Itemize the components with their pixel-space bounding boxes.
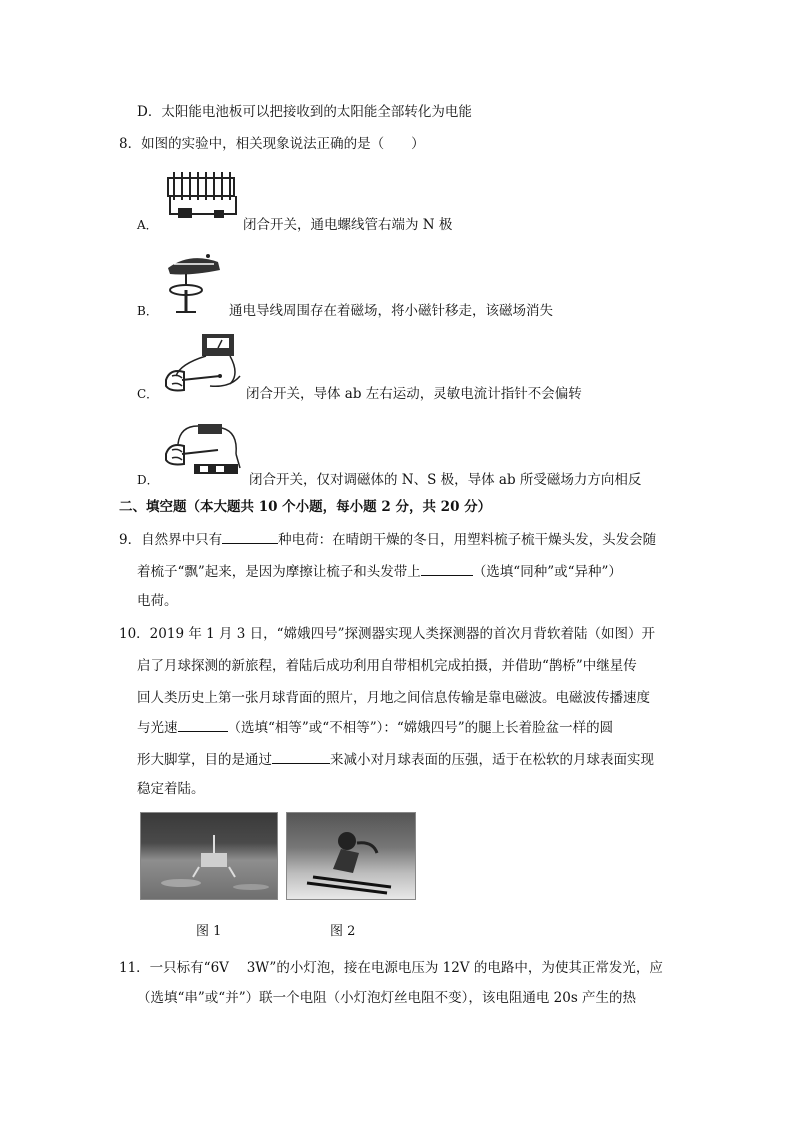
q11-line-1: 11．一只标有“6V 3W”的小灯泡，接在电源电压为 12V 的电路中，为使其正常发光，应 [119,960,663,976]
solenoid-figure [160,166,242,228]
q9-line-3: 电荷。 [137,593,178,609]
q10-line-2: 启了月球探测的新旅程，着陆后成功利用自带相机完成拍摄，并借助“鹊桥”中继星传 [137,658,637,674]
q9-blank-2[interactable] [421,561,473,576]
section-2-heading: 二、填空题（本大题共 10 个小题，每小题 2 分，共 20 分） [119,499,492,515]
figure-1-caption: 图 1 [196,924,222,939]
q9-line-1b: 种电荷：在晴朗干燥的冬日，用塑料梳子梳干燥头发，头发会随 [278,532,657,548]
skier-illustration [287,813,415,899]
q9-blank-1[interactable] [222,529,278,544]
q10-line-4 [137,717,613,738]
q8-option-a-label: A． [137,218,158,232]
q10-blank-2[interactable] [272,749,330,764]
q9-line-2b: （选填“同种”或“异种”） [472,564,622,580]
q10-line-4b: （选填“相等”或“不相等”）：“嫦娥四号”的腿上长着脸盆一样的圆 [227,720,614,736]
q10-line-5a: 形大脚掌，目的是通过 [137,752,272,768]
motor-figure [160,414,248,484]
q9-line-1a: 9．自然界中只有 [119,532,223,548]
q8-option-d-label: D． [137,473,159,487]
q9-line-2 [137,561,622,582]
skier-photo [286,812,416,900]
q8-option-a-text: 闭合开关，通电螺线管右端为 N 极 [243,217,453,233]
lander-illustration [141,813,277,899]
q11-line-2: （选填“串”或“并”）联一个电阻（小灯泡灯丝电阻不变），该电阻通电 20s 产生的热 [137,990,637,1006]
q10-blank-1[interactable] [178,717,228,732]
q10-line-5b: 来减小对月球表面的压强，适于在松软的月球表面实现 [330,752,654,768]
lander-photo [140,812,278,900]
q8-stem: 8．如图的实验中，相关现象说法正确的是（ ） [119,136,425,152]
q10-line-5 [137,749,654,770]
q9-line-1 [119,529,656,550]
wire-compass-figure [160,246,230,318]
q8-option-d-text: 闭合开关，仅对调磁体的 N、S 极，导体 ab 所受磁场力方向相反 [249,472,642,488]
q10-line-3: 回人类历史上第一张月球背面的照片，月地之间信息传输是靠电磁波。电磁波传播速度 [137,690,650,706]
q8-option-b-text: 通电导线周围存在着磁场，将小磁针移走，该磁场消失 [229,303,553,319]
q10-line-6: 稳定着陆。 [137,781,205,797]
induction-figure [160,330,244,402]
q8-option-b-label: B． [137,304,158,318]
q10-line-4a: 与光速 [137,720,178,736]
q7-option-d: D．太阳能电池板可以把接收到的太阳能全部转化为电能 [137,104,472,120]
q10-line-1: 10．2019 年 1 月 3 日，“嫦娥四号”探测器实现人类探测器的首次月背软着陆（如图）开 [119,626,655,642]
q8-option-c-label: C． [137,387,159,401]
q8-option-c-text: 闭合开关，导体 ab 左右运动，灵敏电流计指针不会偏转 [246,386,582,402]
q9-line-2a: 着梳子“飘”起来，是因为摩擦让梳子和头发带上 [137,564,421,580]
figure-2-caption: 图 2 [330,924,356,939]
